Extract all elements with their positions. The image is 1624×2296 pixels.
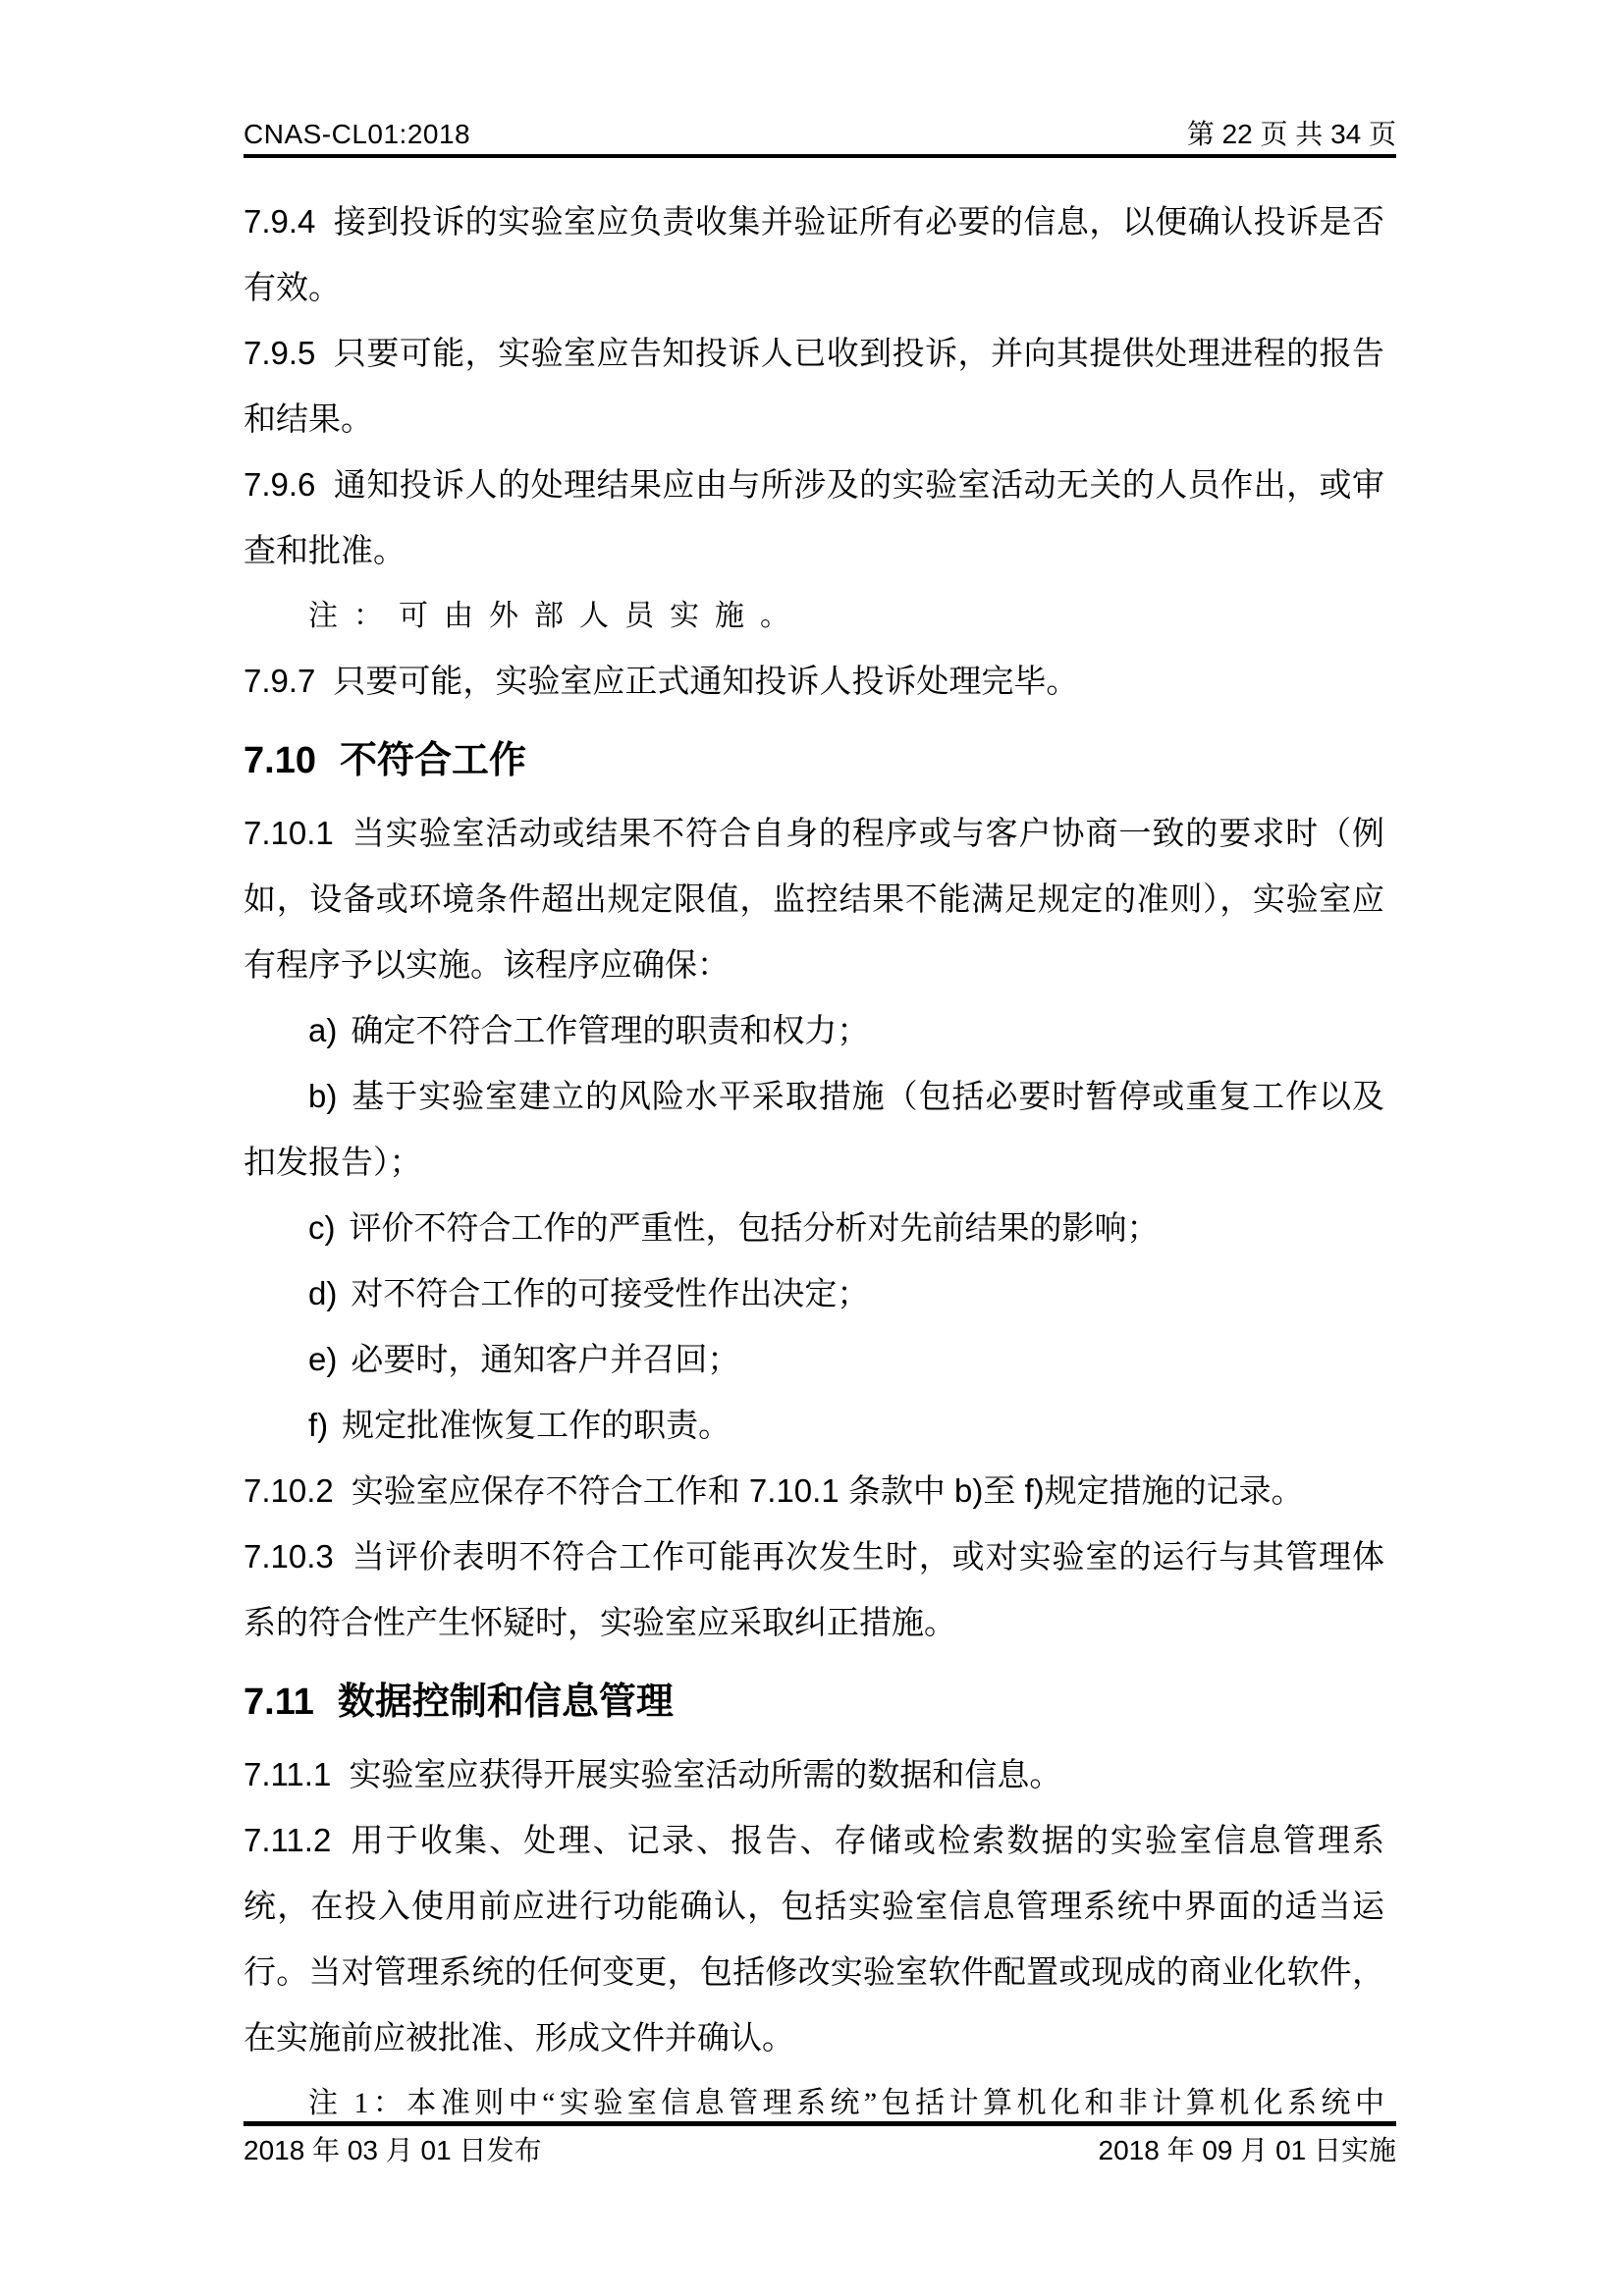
clause-7-9-6 — [244, 453, 1384, 584]
clause-7-10-3 — [244, 1524, 1384, 1656]
clause-7-9-5 — [244, 321, 1384, 453]
clause-7-9-4 — [244, 189, 1384, 321]
page-header — [244, 118, 1396, 158]
item-text: 评价不符合工作的严重性，包括分析对先前结果的影响； — [349, 1209, 1160, 1246]
clause-text: 当评价表明不符合工作可能再次发生时，或对实验室的运行与其管理体系的符合性产生怀疑时，实验室应采取纠正措施。 — [244, 1538, 1384, 1640]
item-marker: d) — [308, 1275, 338, 1311]
note-1-lims-definition: 注 1：本准则中“实验室信息管理系统”包括计算机化和非计算机化系统中 — [308, 2087, 1384, 2119]
item-marker: b) — [308, 1078, 338, 1114]
clause-number: 7.9.4 — [244, 203, 316, 240]
footer-rule — [244, 2121, 1396, 2126]
list-item-b — [244, 1064, 1384, 1196]
clause-number: 7.10.3 — [244, 1538, 334, 1575]
page-footer — [244, 2121, 1396, 2167]
clause-text: 实验室应保存不符合工作和 7.10.1 条款中 b)至 f)规定措施的记录。 — [351, 1472, 1304, 1509]
item-text: 对不符合工作的可接受性作出决定； — [351, 1275, 870, 1311]
implementation-date: 2018 年 09 月 01 日实施 — [1098, 2135, 1396, 2165]
release-date: 2018 年 03 月 01 日发布 — [244, 2135, 542, 2165]
clause-7-10-1 — [244, 801, 1384, 998]
clause-number: 7.9.5 — [244, 335, 316, 371]
item-marker: a) — [308, 1012, 338, 1048]
list-item-c — [244, 1196, 1384, 1261]
clause-number: 7.11.1 — [244, 1756, 332, 1792]
item-text: 确定不符合工作管理的职责和权力； — [351, 1012, 870, 1048]
clause-text: 用于收集、处理、记录、报告、存储或检索数据的实验室信息管理系统，在投入使用前应进行功能确认，包括实验室信息管理系统中界面的适当运行。当对管理系统的任何变更，包括修改实验室软件配置或现成的商业化软件，在实施前应被批准、形成文件并确认。 — [244, 1822, 1384, 2056]
note-external-personnel: 注：可由外部人员实施。 — [308, 600, 805, 632]
header-rule — [244, 154, 1396, 158]
heading-7-10 — [244, 728, 1384, 793]
clause-number: 7.9.6 — [244, 466, 316, 503]
item-marker: f) — [308, 1407, 329, 1443]
clause-7-11-1 — [244, 1742, 1384, 1808]
list-item-d — [244, 1261, 1384, 1327]
document-body — [244, 189, 1384, 2136]
clause-7-10-2 — [244, 1459, 1384, 1524]
heading-number: 7.11 — [244, 1682, 314, 1723]
clause-number: 7.9.7 — [244, 663, 316, 699]
doc-code: CNAS-CL01:2018 — [244, 119, 471, 149]
list-item-a — [244, 998, 1384, 1064]
item-text: 必要时，通知客户并召回； — [351, 1341, 740, 1377]
item-marker: c) — [308, 1209, 336, 1246]
page-number-info: 第 22 页 共 34 页 — [1186, 119, 1396, 149]
clause-text: 实验室应获得开展实验室活动所需的数据和信息。 — [349, 1756, 1062, 1792]
clause-text: 接到投诉的实验室应负责收集并验证所有必要的信息，以便确认投诉是否有效。 — [244, 203, 1384, 305]
clause-number: 7.10.2 — [244, 1472, 334, 1509]
heading-number: 7.10 — [244, 740, 316, 781]
clause-text: 通知投诉人的处理结果应由与所涉及的实验室活动无关的人员作出，或审查和批准。 — [244, 466, 1384, 568]
item-marker: e) — [308, 1341, 338, 1377]
item-text: 规定批准恢复工作的职责。 — [342, 1407, 731, 1443]
heading-title: 不符合工作 — [339, 740, 526, 781]
clause-number: 7.11.2 — [244, 1822, 332, 1858]
clause-7-9-7 — [244, 649, 1384, 715]
item-text: 基于实验室建立的风险水平采取措施（包括必要时暂停或重复工作以及扣发报告）； — [244, 1078, 1384, 1180]
list-item-f — [244, 1393, 1384, 1459]
heading-7-11 — [244, 1670, 1384, 1735]
clause-number: 7.10.1 — [244, 815, 334, 851]
clause-text: 只要可能，实验室应告知投诉人已收到投诉，并向其提供处理进程的报告和结果。 — [244, 335, 1384, 437]
clause-text: 当实验室活动或结果不符合自身的程序或与客户协商一致的要求时（例如，设备或环境条件超出规定限值，监控结果不能满足规定的准则），实验室应有程序予以实施。该程序应确保： — [244, 815, 1384, 983]
clause-7-11-2 — [244, 1808, 1384, 2071]
heading-title: 数据控制和信息管理 — [337, 1682, 674, 1723]
clause-text: 只要可能，实验室应正式通知投诉人投诉处理完毕。 — [333, 663, 1079, 699]
list-item-e — [244, 1327, 1384, 1393]
